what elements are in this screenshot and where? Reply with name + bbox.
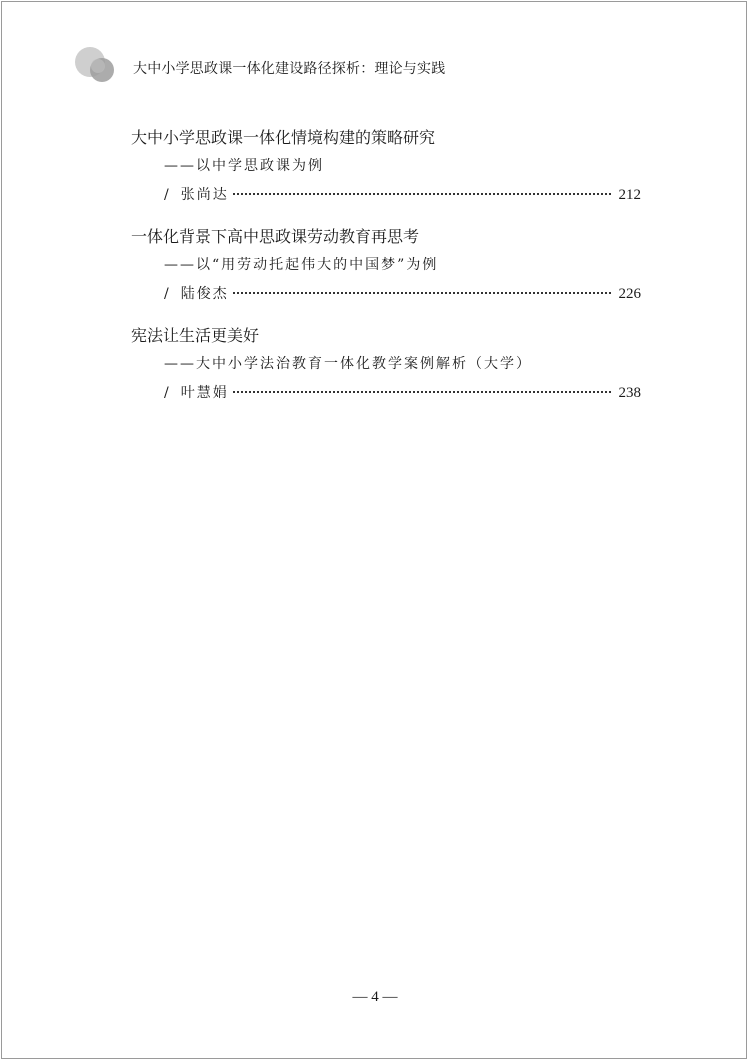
page-number: 226 xyxy=(618,286,641,302)
entry-subtitle: ——大中小学法治教育一体化教学案例解析（大学） xyxy=(164,356,532,372)
entry-title: 宪法让生活更美好 xyxy=(131,326,260,345)
page-number: 212 xyxy=(618,187,641,203)
dot-leader xyxy=(233,193,611,195)
table-of-contents xyxy=(131,126,641,404)
running-header-title: 大中小学思政课一体化建设路径探析：理论与实践 xyxy=(133,61,446,77)
toc-entry[interactable] xyxy=(131,225,641,305)
entry-author-line xyxy=(164,382,641,404)
entry-title: 一体化背景下高中思政课劳动教育再思考 xyxy=(131,227,420,246)
footer-page-number: — 4 — xyxy=(352,989,398,1005)
dot-leader xyxy=(233,292,611,294)
dot-leader xyxy=(233,391,611,393)
toc-entry[interactable] xyxy=(131,126,641,206)
header-circles-logo xyxy=(74,46,116,84)
author-name: 陆俊杰 xyxy=(180,286,229,302)
entry-subtitle: ——以“用劳动托起伟大的中国梦”为例 xyxy=(164,257,439,273)
page-number: 238 xyxy=(618,385,641,401)
entry-subtitle: ——以中学思政课为例 xyxy=(164,158,324,174)
author-name: 张尚达 xyxy=(180,187,229,203)
author-slash: / xyxy=(164,286,169,302)
entry-title: 大中小学思政课一体化情境构建的策略研究 xyxy=(131,128,436,147)
author-slash: / xyxy=(164,385,169,401)
author-slash: / xyxy=(164,187,169,203)
author-name: 叶慧娟 xyxy=(180,385,229,401)
entry-author-line xyxy=(164,283,641,305)
entry-author-line xyxy=(164,184,641,206)
toc-entry[interactable] xyxy=(131,324,641,404)
